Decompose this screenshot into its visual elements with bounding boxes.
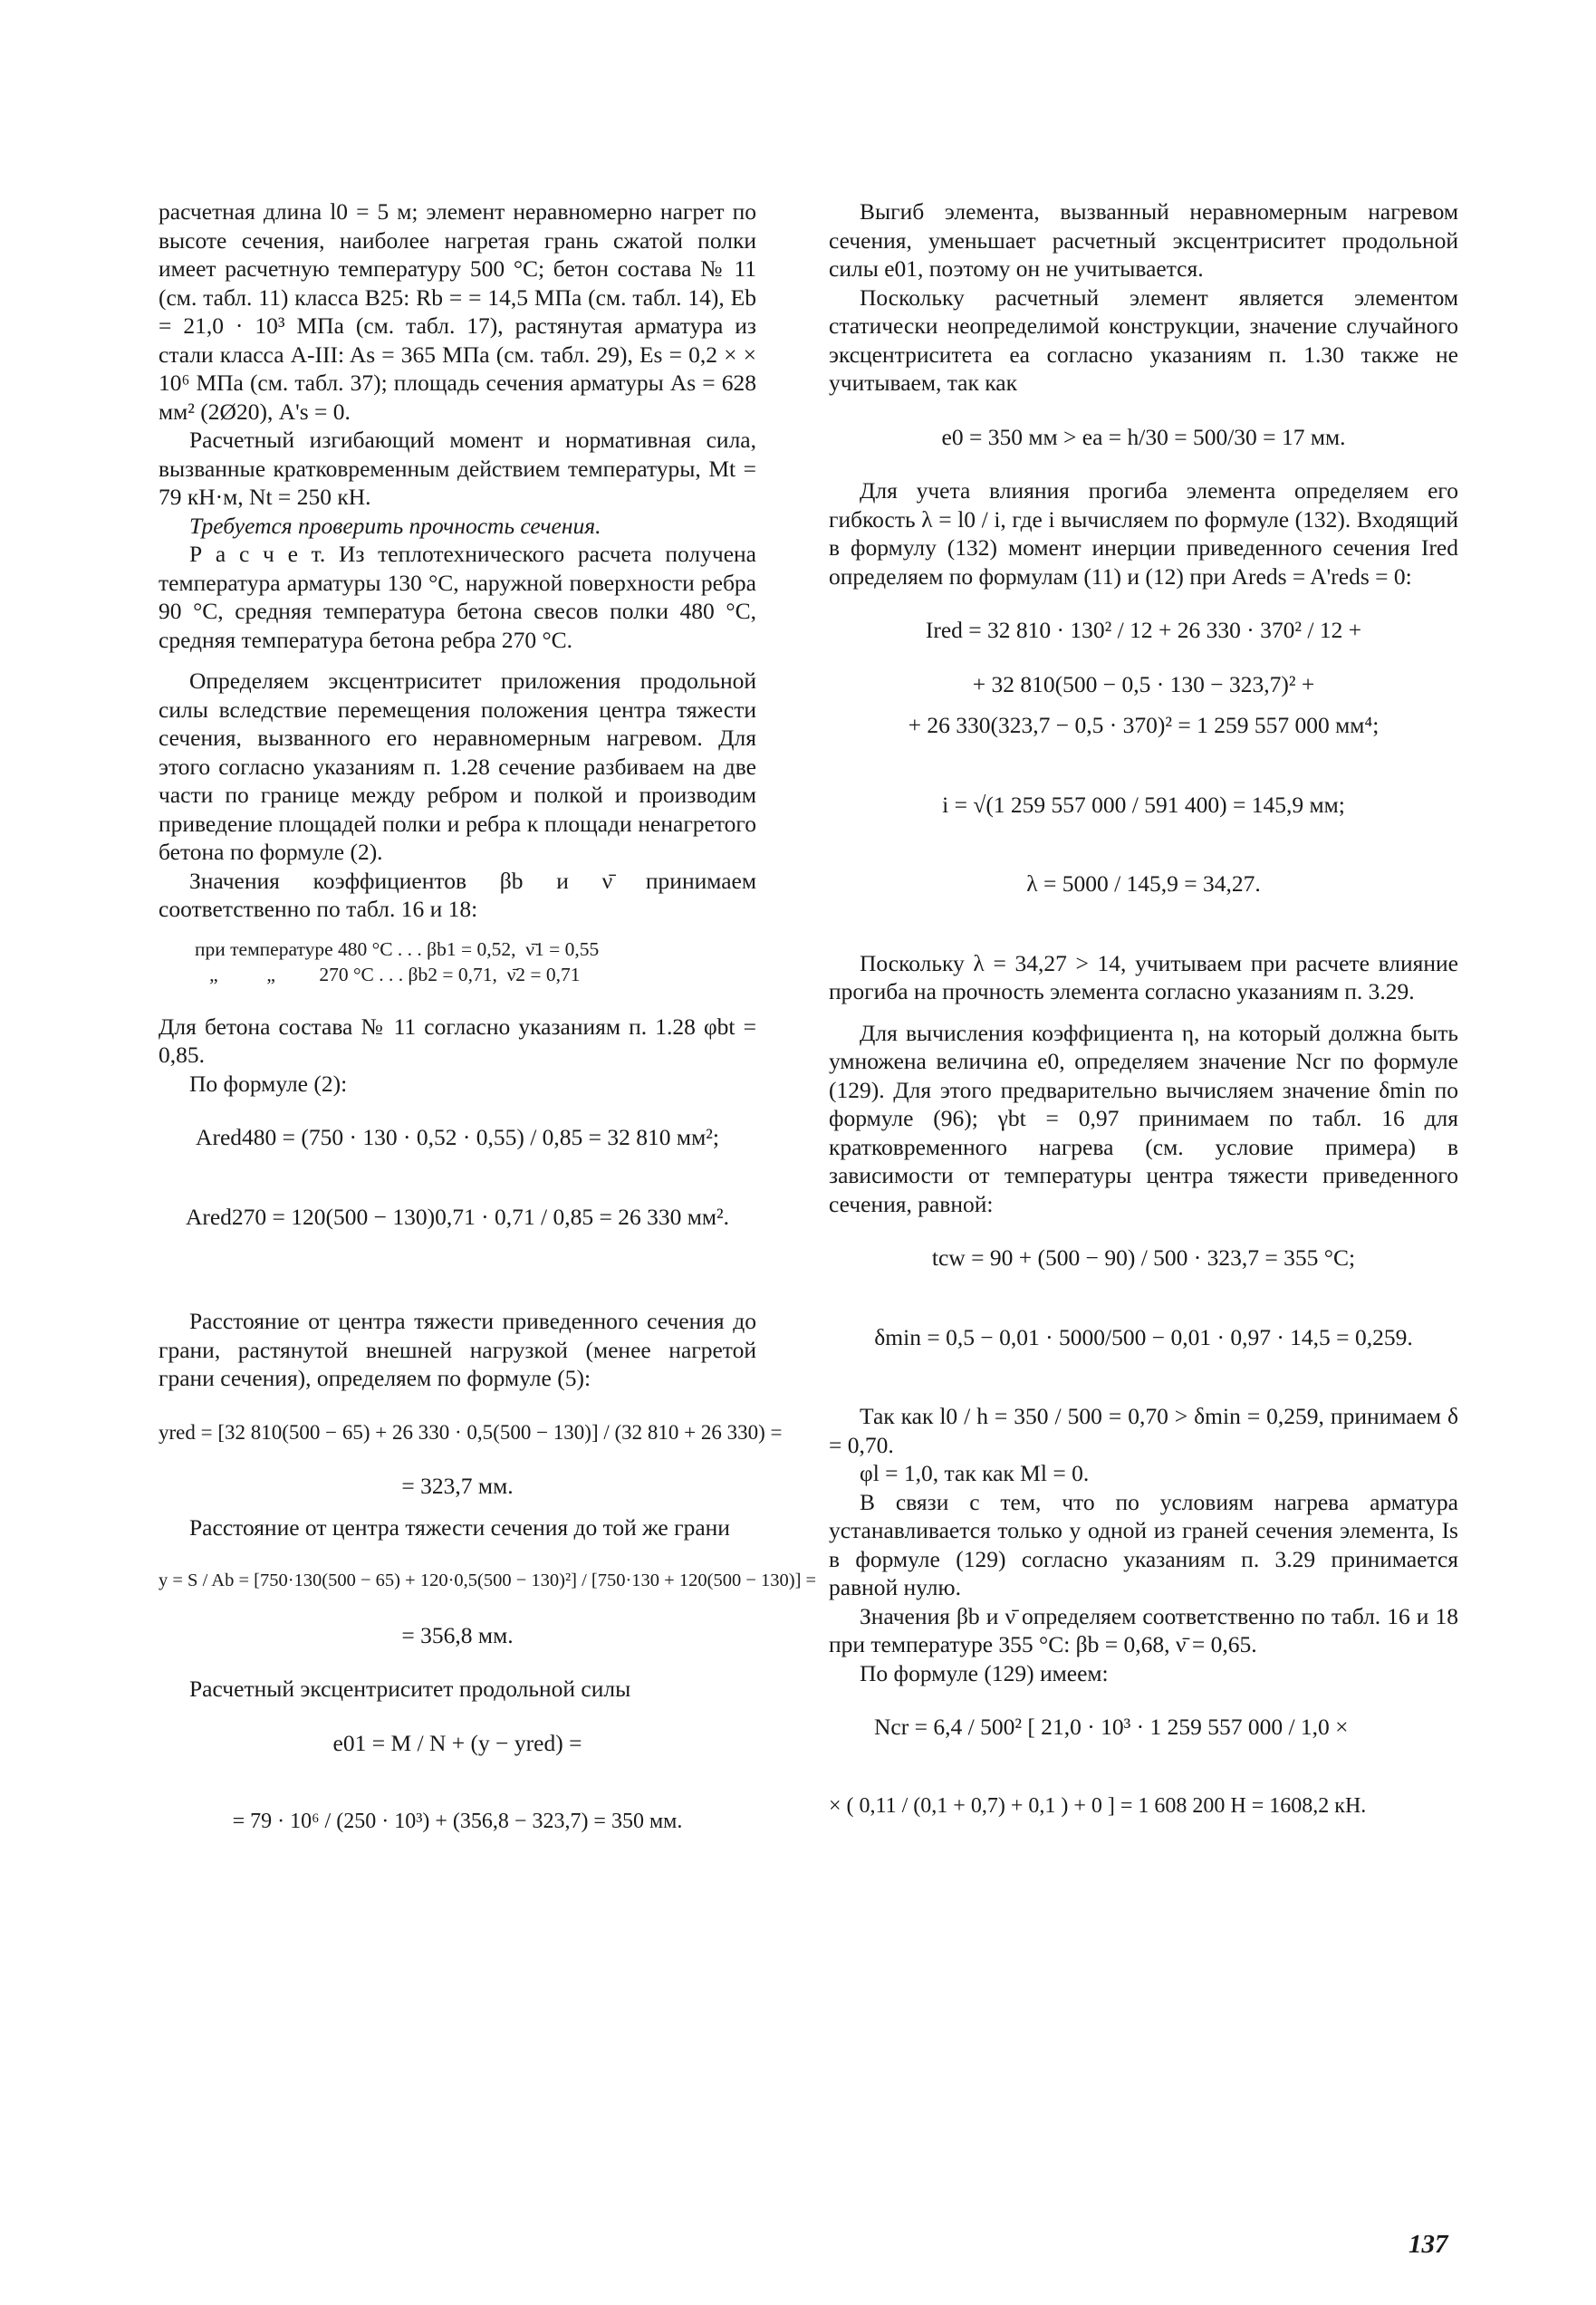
paragraph: По формуле (2):: [189, 1070, 348, 1097]
paragraph: Для учета влияния прогиба элемента определяем его гибкость λ = l0 / i, где i вычисляем по формуле (132). Входящий в формулу (132) момент инерции приведенного сечения Ired определяем по формулам (11) и (12) при Areds = A'reds = 0:: [829, 477, 1458, 590]
equation: δmin = 0,5 − 0,01 · 5000/500 − 0,01 · 0,97 · 14,5 = 0,259.: [874, 1323, 1413, 1350]
paragraph: Расчетный изгибающий момент и нормативная сила, вызванные кратковременным действием температуры, Mt = 79 кН·м, Nt = 250 кН.: [159, 427, 756, 510]
paragraph: Р а с ч е т. Из теплотехнического расчета получена температура арматуры 130 °С, наружной поверхности ребра 90 °С, средняя температура бетона свесов полки 480 °С, средняя температура бетона ребра 270 °С.: [159, 541, 756, 653]
equation: λ = 5000 / 145,9 = 34,27.: [1026, 870, 1261, 897]
equation: e0 = 350 мм > ea = h/30 = 500/30 = 17 мм.: [941, 423, 1346, 450]
paragraph: расчетная длина l0 = 5 м; элемент неравномерно нагрет по высоте сечения, наиболее нагретая грань сжатой полки имеет расчетную температуру 500 °С; бетон состава № 11 (см. табл. 11) класса В25: Rb = = 14,5 МПа (см. табл. 14), Eb = 21,0 · 10³ МПа (см. табл. 17), растянутая арматура из стали класса А-III: As = 365 МПа (см. табл. 29), Es = 0,2 × × 10⁶ МПа (см. табл. 37); площадь сечения арматуры As = 628 мм² (2Ø20), A's = 0.: [159, 198, 756, 425]
paragraph: Выгиб элемента, вызванный неравномерным нагревом сечения, уменьшает расчетный эксцентриситет продольной силы e01, поэтому он не учитывается.: [829, 198, 1458, 282]
paragraph: Для вычисления коэффициента η, на который должна быть умножена величина e0, определяем значение Ncr по формуле (129). Для этого предварительно вычисляем значение δmin по формуле (96); γbt = 0,97 принимаем по табл. 16 для кратковременного нагрева (см. условие примера) в зависимости от температуры центра тяжести приведенного сечения, равной:: [829, 1019, 1458, 1217]
equation: + 26 330(323,7 − 0,5 · 370)² = 1 259 557 000 мм⁴;: [908, 712, 1380, 738]
equation: + 32 810(500 − 0,5 · 130 − 323,7)² +: [972, 670, 1315, 697]
equation: i = √(1 259 557 000 / 591 400) = 145,9 мм;: [942, 791, 1345, 818]
paragraph: Расстояние от центра тяжести сечения до той же грани: [189, 1513, 730, 1541]
paragraph: В связи с тем, что по условиям нагрева арматура устанавливается только у одной из граней сечения элемента, Is в формуле (129) согласно указаниям п. 3.29 принимается равной нулю.: [829, 1488, 1458, 1600]
paragraph: Расчетный эксцентриситет продольной силы: [189, 1676, 631, 1702]
table-row: при температуре 480 °С . . . βb1 = 0,52, ν̄1 = 0,55: [195, 937, 600, 960]
paragraph: Расстояние от центра тяжести приведенного сечения до грани, растянутой внешней нагрузкой (менее нагретой грани сечения), определяем по формуле (5):: [159, 1308, 756, 1391]
table-row: „ „ 270 °С . . . βb2 = 0,71, ν̄2 = 0,71: [195, 963, 581, 985]
paragraph: Для бетона состава № 11 согласно указаниям п. 1.28 φbt = 0,85.: [159, 1013, 756, 1068]
equation: Ared480 = (750 · 130 · 0,52 · 0,55) / 0,85 = 32 810 мм²;: [196, 1124, 719, 1150]
equation: = 323,7 мм.: [401, 1473, 514, 1499]
equation: Ared270 = 120(500 − 130)0,71 · 0,71 / 0,85 = 26 330 мм².: [185, 1203, 730, 1230]
paragraph: Требуется проверить прочность сечения.: [189, 512, 601, 539]
equation: tcw = 90 + (500 − 90) / 500 · 323,7 = 355 °С;: [931, 1244, 1356, 1271]
paragraph: Поскольку λ = 34,27 > 14, учитываем при расчете влияние прогиба на прочность элемента согласно указаниям п. 3.29.: [829, 949, 1458, 1004]
paragraph: Поскольку расчетный элемент является элементом статически неопределимой конструкции, значение случайного эксцентриситета ea согласно указаниям п. 1.30 также не учитываем, так как: [829, 283, 1458, 396]
equation: = 79 · 10⁶ / (250 · 10³) + (356,8 − 323,7) = 350 мм.: [232, 1810, 683, 1833]
paragraph: Значения βb и ν̄ определяем соответственно по табл. 16 и 18 при температуре 355 °С: βb = 0,68, ν̄ = 0,65.: [829, 1602, 1458, 1657]
equation: = 356,8 мм.: [401, 1621, 514, 1648]
equation: Ncr = 6,4 / 500² [ 21,0 · 10³ · 1 259 557 000 / 1,0 ×: [874, 1714, 1349, 1740]
equation: e01 = M / N + (y − yred) =: [332, 1729, 582, 1756]
equation: yred = [32 810(500 − 65) + 26 330 · 0,5(500 − 130)] / (32 810 + 26 330) =: [159, 1420, 783, 1444]
page-number: 137: [1409, 2230, 1448, 2259]
equation: y = S / Ab = [750·130(500 − 65) + 120·0,5(500 − 130)²] / [750·130 + 120(500 − 130)] =: [159, 1570, 817, 1590]
paragraph: По формуле (129) имеем:: [860, 1659, 1109, 1686]
left-column: [159, 197, 817, 1837]
paragraph: Значения коэффициентов βb и ν̄ принимаем соответственно по табл. 16 и 18:: [159, 867, 756, 922]
equation: × ( 0,11 / (0,1 + 0,7) + 0,1 ) + 0 ] = 1 608 200 H = 1608,2 кН.: [829, 1793, 1367, 1818]
paragraph: φl = 1,0, так как Ml = 0.: [860, 1460, 1090, 1486]
paragraph: Определяем эксцентриситет приложения продольной силы вследствие перемещения положения центра тяжести сечения, вызванного его неравномерным нагревом. Для этого согласно указаниям п. 1.28 сечение разбиваем на две части по границе между ребром и полкой и производим приведение площадей полки и ребра к площади ненагретого бетона по формуле (2).: [159, 667, 756, 865]
paragraph: Так как l0 / h = 350 / 500 = 0,70 > δmin = 0,259, принимаем δ = 0,70.: [829, 1403, 1458, 1458]
right-column: [829, 197, 1458, 1820]
equation: Ired = 32 810 · 130² / 12 + 26 330 · 370² / 12 +: [925, 617, 1362, 643]
